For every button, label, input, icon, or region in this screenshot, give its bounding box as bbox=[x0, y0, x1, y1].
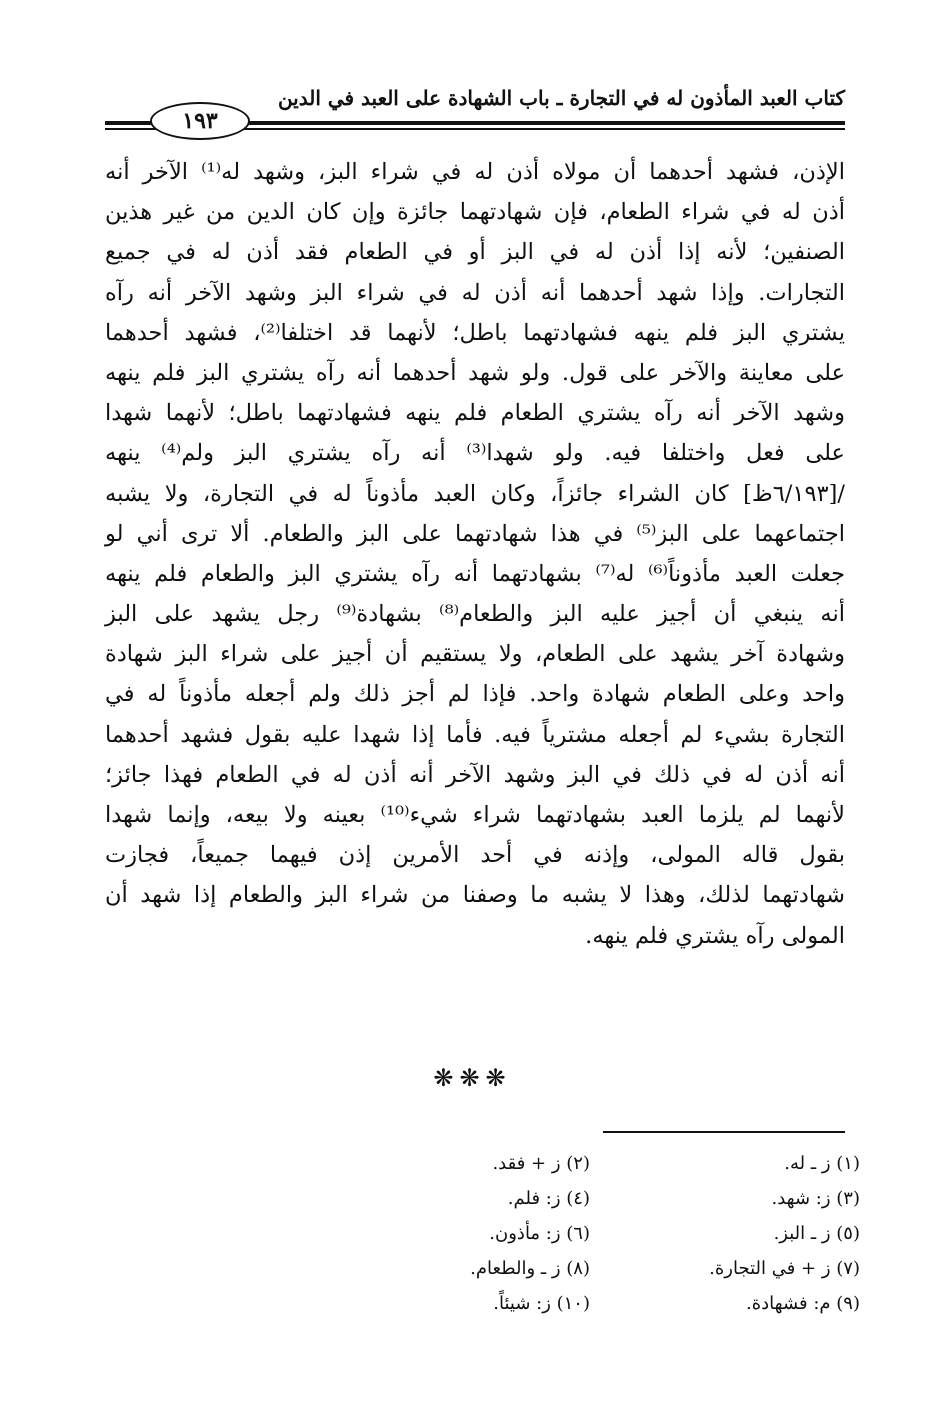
footnotes bbox=[320, 1146, 860, 1321]
footnote: (١٠) ز: شيئاً. bbox=[493, 1293, 590, 1314]
section-ornament: ❋❋❋ bbox=[433, 1064, 512, 1092]
text-line: وشهد الآخر أنه رآه يشتري الطعام فلم ينهه فشهادتهما باطل؛ لأنهما شهدا bbox=[105, 400, 845, 427]
text-line: التجارة بشيء لم أجعله مشترياً فيه. فأما إذا شهدا عليه بقول فشهد أحدهما bbox=[105, 721, 845, 748]
footnote: (٦) ز: مأذون. bbox=[489, 1223, 590, 1244]
page-header bbox=[105, 86, 845, 142]
text-line: يشتري البز فلم ينهه فشهادتهما باطل؛ لأنهما قد اختلفا⁽²⁾، فشهد أحدهما bbox=[105, 319, 845, 346]
text-line: الصنفين؛ لأنه إذا أذن له في البز أو في الطعام فقد أذن له في جميع bbox=[105, 239, 845, 266]
text-line: /[٦/١٩٣ظ] كان الشراء جائزاً، وكان العبد مأذوناً له في التجارة، ولا يشبه bbox=[105, 480, 845, 507]
text-line: الإذن، فشهد أحدهما أن مولاه أذن له في شراء البز، وشهد له⁽¹⁾ الآخر أنه bbox=[105, 159, 845, 185]
footnote-row bbox=[320, 1251, 860, 1286]
footnote-row bbox=[320, 1146, 860, 1181]
running-title: كتاب العبد المأذون له في التجارة ـ باب الشهادة على العبد في الدين bbox=[277, 86, 845, 110]
footnote: (٩) م: فشهادة. bbox=[746, 1293, 860, 1314]
text-line: على فعل واختلفا فيه. ولو شهدا⁽³⁾ أنه رآه يشتري البز ولم⁽⁴⁾ ينهه bbox=[105, 440, 845, 467]
text-line: اجتماعهما على البز⁽⁵⁾ في هذا شهادتهما على البز والطعام. ألا ترى أني لو bbox=[105, 520, 845, 547]
text-line: وشهادة آخر يشهد على الطعام، ولا يستقيم أن أجيز على شراء البز شهادة bbox=[105, 641, 845, 668]
body-text bbox=[105, 152, 845, 956]
text-line: على معاينة والآخر على قول. ولو شهد أحدهما أنه رآه يشتري البز فلم ينهه bbox=[105, 359, 845, 386]
text-line: التجارات. وإذا شهد أحدهما أنه أذن له في شراء البز وشهد الآخر أنه رآه bbox=[105, 279, 845, 306]
text-line: واحد وعلى الطعام شهادة واحد. فإذا لم أجز ذلك ولم أجعله مأذوناً له في bbox=[105, 681, 845, 708]
footnote-row bbox=[320, 1216, 860, 1251]
footnote: (٨) ز ـ والطعام. bbox=[470, 1258, 590, 1279]
text-line: أذن له في شراء الطعام، فإن شهادتهما جائزة وإن كان الدين من غير هذين bbox=[105, 199, 845, 226]
text-line: المولى رآه يشتري فلم ينهه. bbox=[585, 922, 845, 949]
footnote-row bbox=[320, 1181, 860, 1216]
text-line: أنه ينبغي أن أجيز عليه البز والطعام⁽⁸⁾ بشهادة⁽⁹⁾ رجل يشهد على البز bbox=[105, 601, 845, 628]
footnote: (٢) ز + فقد. bbox=[492, 1153, 590, 1174]
footnote: (٤) ز: فلم. bbox=[507, 1188, 590, 1209]
footnote: (٥) ز ـ البز. bbox=[773, 1223, 860, 1244]
footnote-separator bbox=[603, 1131, 845, 1133]
footnote: (١) ز ـ له. bbox=[784, 1153, 860, 1174]
text-line: جعلت العبد مأذوناً⁽⁶⁾ له⁽⁷⁾ بشهادتهما أنه رآه يشتري البز والطعام فلم ينهه bbox=[105, 560, 846, 587]
text-line: أنه أذن له في ذلك في البز وشهد الآخر أنه أذن له في الطعام فهذا جائز؛ bbox=[105, 761, 845, 788]
footnote: (٣) ز: شهد. bbox=[771, 1188, 860, 1209]
text-line: لأنهما لم يلزما العبد بشهادتهما شراء شيء⁽¹⁰⁾ بعينه ولا بيعه، وإنما شهدا bbox=[105, 802, 845, 828]
text-line: شهادتهما لذلك، وهذا لا يشبه ما وصفنا من شراء البز والطعام إذا شهد أن bbox=[105, 882, 845, 909]
footnote: (٧) ز + في التجارة. bbox=[709, 1258, 860, 1279]
footnote-row bbox=[320, 1286, 860, 1321]
page-number: ١٩٣ bbox=[150, 102, 250, 140]
text-line: بقول قاله المولى، وإذنه في أحد الأمرين إذن فيهما جميعاً، فجازت bbox=[105, 842, 845, 869]
